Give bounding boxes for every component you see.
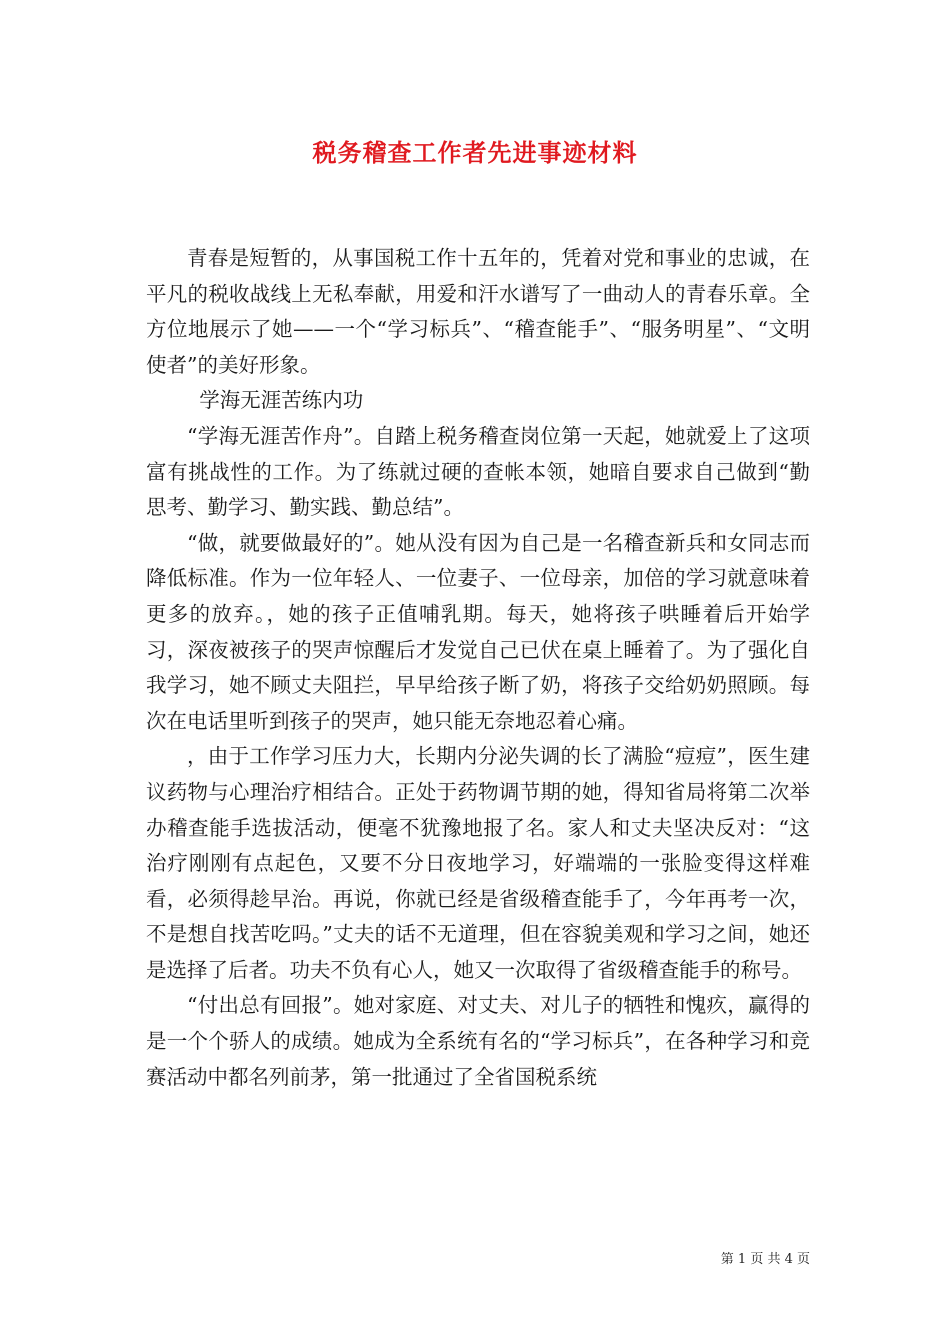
paragraph-pressure: ，由于工作学习压力大，长期内分泌失调的长了满脸“痘痘”，医生建议药物与心理治疗相结合。正处于药物调节期的她，得知省局将第二次举办稽查能手选拔活动，便毫不犹豫地报了名。家人和丈夫坚决反对：“这治疗刚刚有点起色，又要不分日夜地学习，好端端的一张脸变得这样难看，必须得趁早治。再说，你就已经是省级稽查能手了，今年再考一次，不是想自找苦吃吗。”丈夫的话不无道理，但在容貌美观和学习之间，她还是选择了后者。功夫不负有心人，她又一次取得了省级稽查能手的称号。 <box>146 744 810 982</box>
page-number: 第 1 页 共 4 页 <box>720 1252 810 1267</box>
paragraph-intro: 青春是短暂的，从事国税工作十五年的，凭着对党和事业的忠诚，在平凡的税收战线上无私奉献，用爱和汗水谱写了一曲动人的青春乐章。全方位地展示了她——一个“学习标兵”、“稽查能手”、“服务明星”、“文明使者”的美好形象。 <box>146 246 810 377</box>
document-body <box>146 241 810 1095</box>
paragraph-reward: “付出总有回报”。她对家庭、对丈夫、对儿子的牺牲和愧疚，赢得的是一个个骄人的成绩。她成为全系统有名的“学习标兵”，在各种学习和竞赛活动中都名列前茅，第一批通过了全省国税系统 <box>146 993 810 1089</box>
paragraph-best: “做，就要做最好的”。她从没有因为自己是一名稽查新兵和女同志而降低标准。作为一位年轻人、一位妻子、一位母亲，加倍的学习就意味着更多的放弃。，她的孩子正值哺乳期。每天，她将孩子哄睡着后开始学习，深夜被孩子的哭声惊醒后才发觉自己已伏在桌上睡着了。为了强化自我学习，她不顾丈夫阻拦，早早给孩子断了奶，将孩子交给奶奶照顾。每次在电话里听到孩子的哭声，她只能无奈地忍着心痛。 <box>146 530 810 733</box>
section-heading: 学海无涯苦练内功 <box>199 388 364 413</box>
document-title: 税务稽查工作者先进事迹材料 <box>312 138 638 167</box>
paragraph-study: “学海无涯苦作舟”。自踏上税务稽查岗位第一天起，她就爱上了这项富有挑战性的工作。为了练就过硬的查帐本领，她暗自要求自己做到“勤思考、勤学习、勤实践、勤总结”。 <box>146 423 810 520</box>
